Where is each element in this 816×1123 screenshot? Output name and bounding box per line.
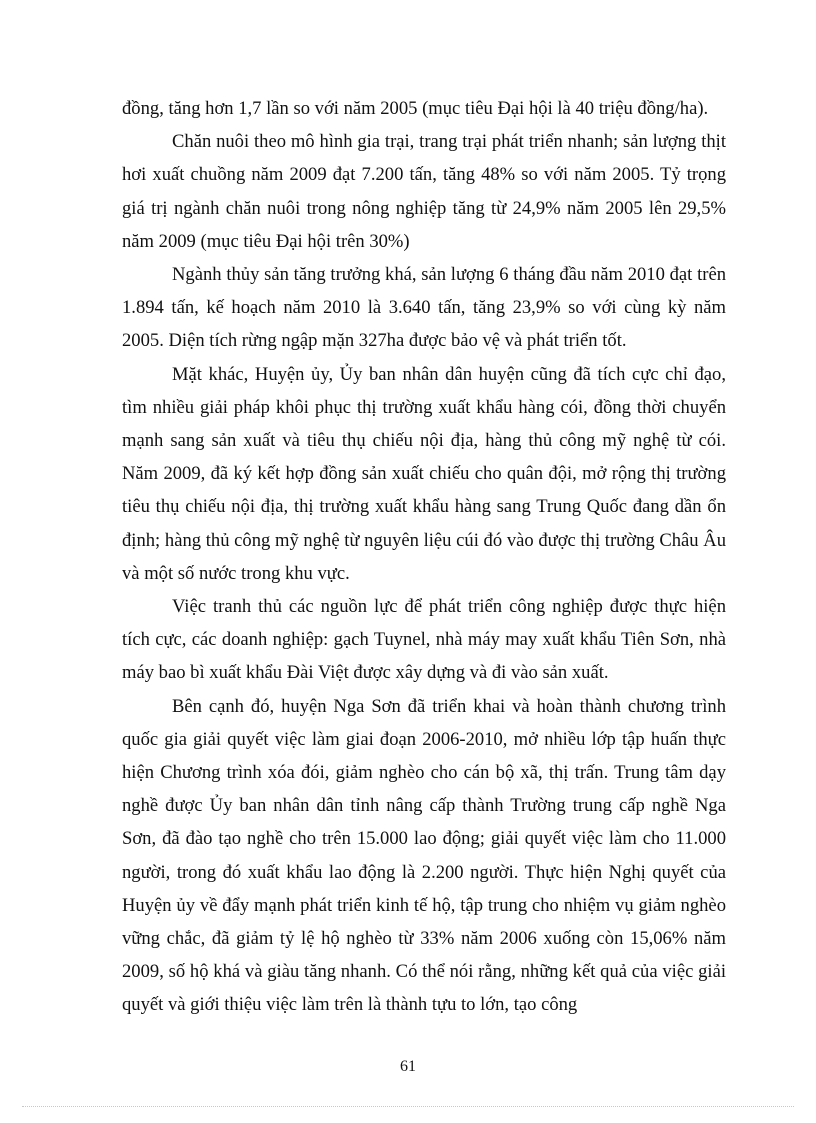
page-number: 61 (400, 1058, 416, 1075)
paragraph-sedge-market: Mặt khác, Huyện ủy, Ủy ban nhân dân huyện cũng đã tích cực chỉ đạo, tìm nhiều giải pháp khôi phục thị trường xuất khẩu hàng cói, đồng thời chuyển mạnh sang sản xuất và tiêu thụ chiếu nội địa, hàng thủ công mỹ nghệ từ cói. Năm 2009, đã ký kết hợp đồng sản xuất chiếu cho quân đội, mở rộng thị trường tiêu thụ chiếu nội địa, thị trường xuất khẩu hàng sang Trung Quốc đang dần ổn định; hàng thủ công mỹ nghệ từ nguyên liệu cúi đó vào được thị trường Châu Âu và một số nước trong khu vực. (122, 363, 726, 584)
paragraph-employment: Bên cạnh đó, huyện Nga Sơn đã triển khai và hoàn thành chương trình quốc gia giải quyết việc làm giai đoạn 2006-2010, mở nhiều lớp tập huấn thực hiện Chương trình xóa đói, giảm nghèo cho cán bộ xã, thị trấn. Trung tâm dạy nghề được Ủy ban nhân dân tỉnh nâng cấp thành Trường trung cấp nghề Nga Sơn, đã đào tạo nghề cho trên 15.000 lao động; giải quyết việc làm cho 11.000 người, trong đó xuất khẩu lao động là 2.200 người. Thực hiện Nghị quyết của Huyện ủy về đẩy mạnh phát triển kinh tế hộ, tập trung cho nhiệm vụ giảm nghèo vững chắc, đã giảm tỷ lệ hộ nghèo từ 33% năm 2006 xuống còn 15,06% năm 2009, số hộ khá và giàu tăng nhanh. Có thể nói rằng, những kết quả của việc giải quyết và giới thiệu việc làm trên là thành tựu to lớn, tạo công (122, 695, 726, 1016)
paragraph-industry: Việc tranh thủ các nguồn lực để phát triển công nghiệp được thực hiện tích cực, các doanh nghiệp: gạch Tuynel, nhà máy may xuất khẩu Tiên Sơn, nhà máy bao bì xuất khẩu Đài Việt được xây dựng và đi vào sản xuất. (122, 596, 726, 684)
paragraph-fisheries: Ngành thủy sản tăng trưởng khá, sản lượng 6 tháng đầu năm 2010 đạt trên 1.894 tấn, kế hoạch năm 2010 là 3.640 tấn, tăng 23,9% so với cùng kỳ năm 2005. Diện tích rừng ngập mặn 327ha được bảo vệ và phát triển tốt. (122, 264, 726, 352)
body-text (122, 92, 726, 1022)
paragraph-continuation: đồng, tăng hơn 1,7 lần so với năm 2005 (mục tiêu Đại hội là 40 triệu đồng/ha). (122, 98, 709, 119)
page-bottom-divider (22, 1106, 794, 1107)
paragraph-livestock: Chăn nuôi theo mô hình gia trại, trang trại phát triển nhanh; sản lượng thịt hơi xuất chuồng năm 2009 đạt 7.200 tấn, tăng 48% so với năm 2005. Tỷ trọng giá trị ngành chăn nuôi trong nông nghiệp tăng từ 24,9% năm 2005 lên 29,5% năm 2009 (mục tiêu Đại hội trên 30%) (122, 131, 726, 252)
